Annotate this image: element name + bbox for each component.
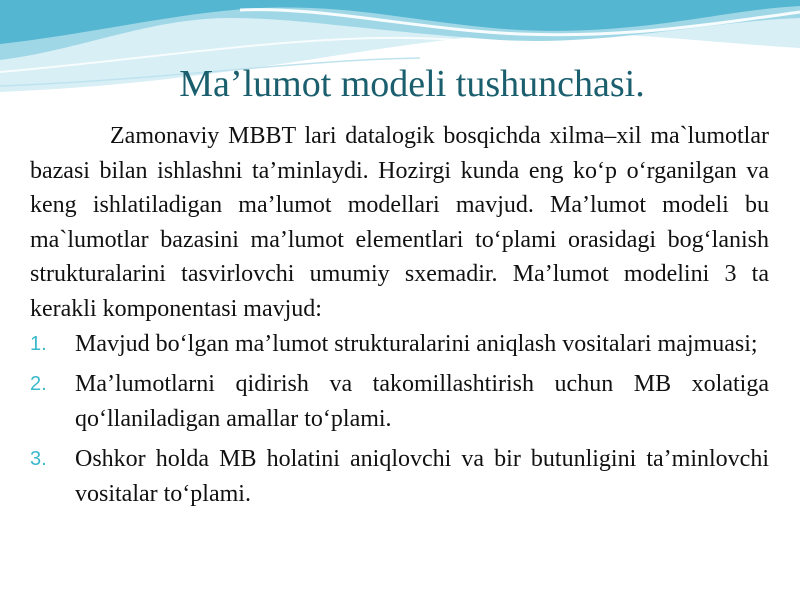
intro-paragraph: Zamonaviy MBBT lari datalogik bosqichda xilma–xil ma`lumotlar bazasi bilan ishlashni ta’minlaydi. Hozirgi kunda eng ko‘p o‘rganilgan va keng ishlatiladigan ma’lumot modellari mavjud. Ma’lumot modeli bu ma`lumotlar bazasini ma’lumot elementlari to‘plami orasidagi bog‘lanish strukturalarini tasvirlovchi umumiy sxemadir. Ma’lumot modelini 3 ta kerakli komponentasi mavjud: [30,123,769,322]
list-number: 1. [30,332,47,355]
list-item-text: Ma’lumotlarni qidirish va takomillashtirish uchun MB xolatiga qo‘llaniladigan amallar to‘plami. [75,371,769,432]
component-list [30,327,769,512]
slide-body [30,119,769,518]
list-number: 3. [30,448,47,471]
list-item [30,367,769,436]
slide-title: Ma’lumot modeli tushunchasi. [179,63,645,105]
list-item-text: Oshkor holda MB holatini aniqlovchi va bir butunligini ta’minlovchi vositalar to‘plami. [75,446,769,507]
list-item [30,327,769,362]
list-item [30,442,769,511]
list-item-text: Mavjud bo‘lgan ma’lumot strukturalarini aniqlash vositalari majmuasi; [75,330,758,357]
list-number: 2. [30,373,47,396]
